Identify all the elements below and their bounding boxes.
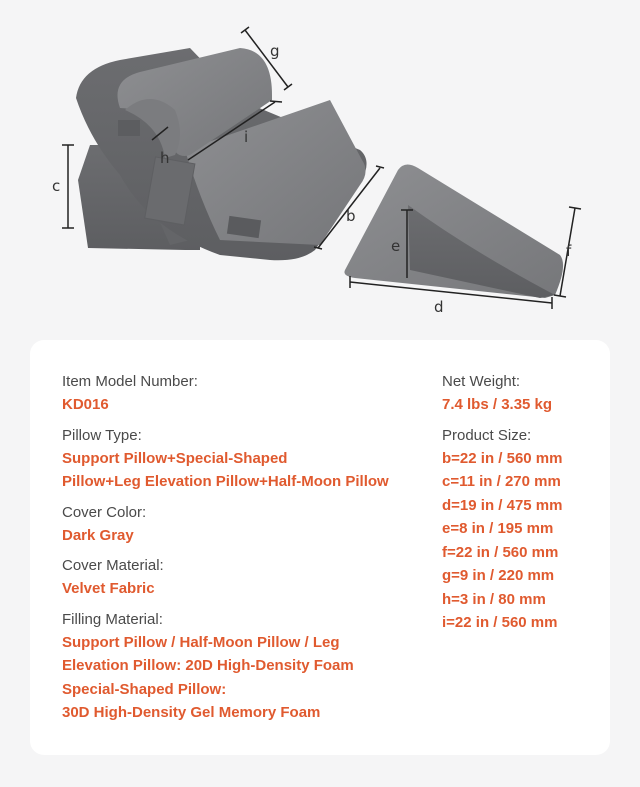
size-c: c=11 in / 270 mm [442,473,561,490]
spec-label: Filling Material: [62,610,163,628]
spec-value-line: 7.4 lbs / 3.35 kg [442,396,553,413]
pillow-set-diagram [0,0,640,330]
spec-label: Net Weight: [442,373,521,390]
spec-value-line: Support Pillow / Half-Moon Pillow / Leg [62,633,340,651]
dim-label-d: d [434,298,444,316]
spec-cover-material [62,554,432,601]
size-h: h=3 in / 80 mm [442,590,546,608]
spec-label: Cover Color: [62,503,147,521]
dim-label-c: c [52,177,61,195]
spec-value-line: 30D High-Density Gel Memory Foam [62,704,321,721]
size-g: g=9 in / 220 mm [442,567,555,584]
spec-filling-material [62,608,432,725]
spec-label: Item Model Number: [62,373,198,390]
spec-value [442,447,602,635]
spec-value-line: Pillow+Leg Elevation Pillow+Half-Moon Pillow [62,473,389,490]
size-b: b=22 in / 560 mm [442,449,563,467]
spec-value-line: Support Pillow+Special-Shaped [62,449,288,467]
spec-cover-color [62,501,432,548]
dim-label-g: g [270,42,280,60]
spec-pillow-type [62,424,432,494]
spec-product-size [442,424,602,635]
dim-label-f: f [566,242,572,260]
spec-column-right [442,370,602,642]
spec-label: Product Size: [442,426,532,444]
spec-card [30,340,610,755]
spec-value-line: Velvet Fabric [62,580,155,597]
spec-value [62,577,432,601]
leg-elevation-pillow [344,164,563,298]
spec-value [62,631,432,725]
dim-label-h: h [160,149,170,167]
spec-value-line: Dark Gray [62,526,134,544]
spec-net-weight [442,370,602,417]
spec-item-model-number [62,370,432,417]
size-e: e=8 in / 195 mm [442,520,554,537]
spec-value [442,393,602,417]
spec-value [62,393,432,417]
product-illustration [0,0,640,330]
spec-column-left [62,370,432,732]
spec-label: Pillow Type: [62,426,142,444]
size-f: f=22 in / 560 mm [442,543,559,561]
spec-value-line: KD016 [62,396,109,413]
size-d: d=19 in / 475 mm [442,496,563,514]
spec-value-line: Elevation Pillow: 20D High-Density Foam [62,657,354,674]
size-i: i=22 in / 560 mm [442,614,558,631]
dim-label-e: e [391,237,401,255]
spec-label: Cover Material: [62,557,164,574]
spec-value [62,524,432,548]
spec-value [62,447,432,494]
dim-label-b: b [346,207,356,225]
spec-value-line: Special-Shaped Pillow: [62,680,227,698]
dim-label-i: i [244,128,249,146]
